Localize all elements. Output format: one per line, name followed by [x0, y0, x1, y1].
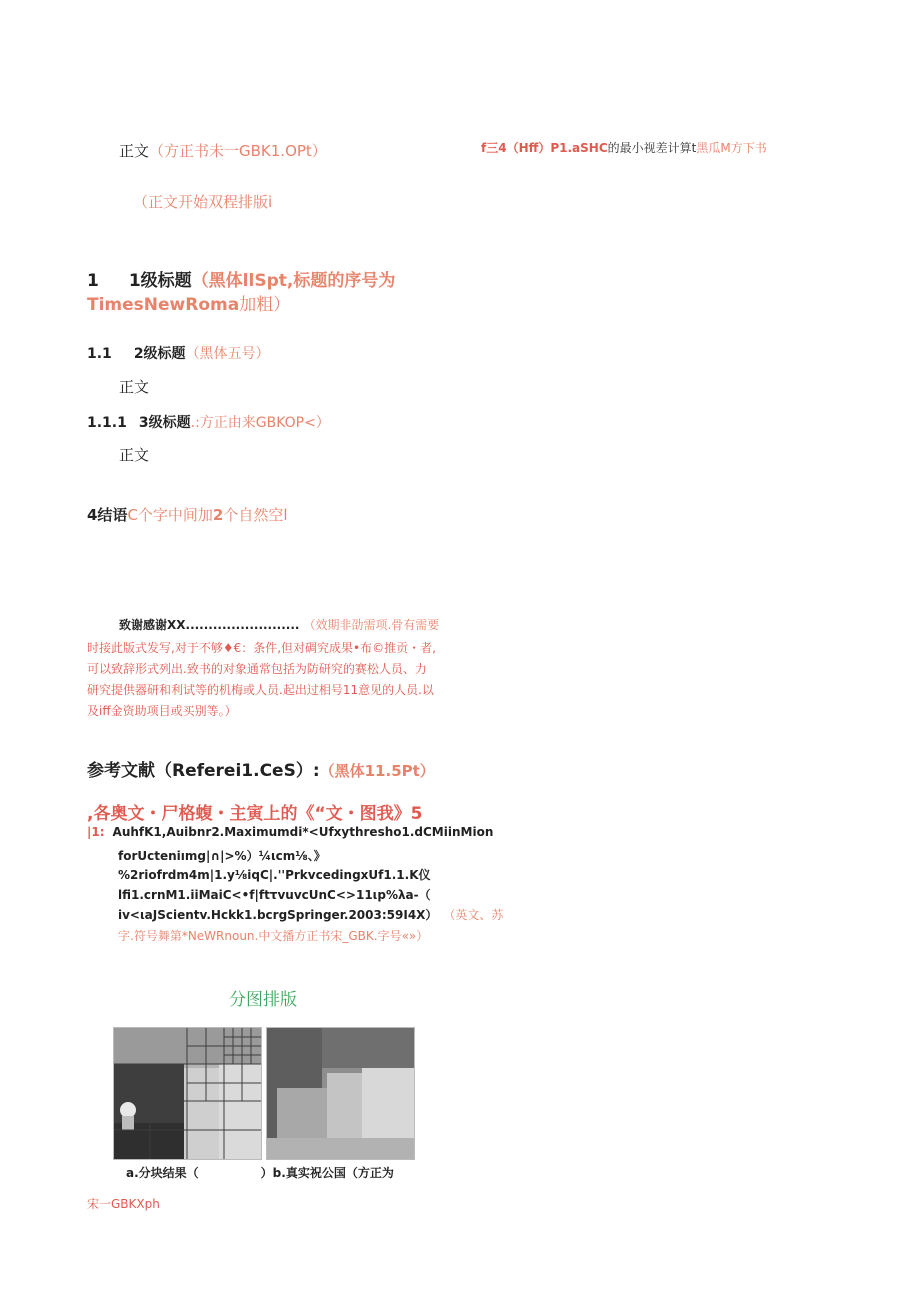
- heading-2-number: 1.1: [87, 346, 112, 362]
- heading-2-text: 2级标题: [133, 346, 186, 362]
- ground-truth-image: [266, 1027, 415, 1160]
- references-title-text: 参考文献（Referei1.CeS）:: [87, 761, 320, 781]
- block-result-svg: [114, 1028, 261, 1159]
- heading-3: [87, 412, 330, 432]
- heading-2: [87, 343, 270, 363]
- ack-line: 时接此版式发写,对于不够♦€：条件,但对碉究成果•布©推贡・者,: [87, 641, 436, 655]
- heading-1-note: （黑体llSpt,标题的序号为: [191, 271, 396, 291]
- body-label-text: 正文: [119, 142, 150, 160]
- ack-note: （效期非劭需项.骨有需要: [303, 618, 440, 632]
- reference-line-1: [87, 825, 493, 839]
- ack-line: 可以致辞形式列出.致书的对象通常包括为防研究的赛松人员、力: [87, 662, 427, 676]
- heading-1-note-bold: 加粗）: [239, 295, 291, 315]
- figure-title: 分图排版: [229, 990, 297, 1010]
- double-column-note: （正文开始双程排版i: [133, 193, 273, 211]
- conclusion-label: 4结语: [87, 506, 128, 524]
- reference-line-2: forUcteniımg|∩|>%）¼ιcm⅛、》: [118, 849, 326, 863]
- heading-3-body: 正文: [119, 446, 150, 464]
- heading-1: [87, 266, 395, 291]
- figure-reference: [481, 139, 767, 156]
- reference-index: |1:: [87, 825, 105, 839]
- caption-b: ）b.真实祝公国（方正为: [260, 1166, 394, 1180]
- ack-lead: 致谢感谢XX.........................: [119, 618, 300, 632]
- heading-3-text: 3级标题: [138, 415, 191, 431]
- reference-line-4: lfi1.crnM1.iiMaiC<•f|ftτvuvcUnC<>11ιp%λa-（: [118, 888, 431, 902]
- heading-2-body: 正文: [119, 378, 150, 396]
- reference-text: AuhfK1,Auibnr2.Maximumdi*<Ufxythresho1.dCMiinMion: [112, 825, 494, 839]
- figure-caption: [126, 1164, 394, 1181]
- conclusion-heading: [87, 504, 288, 525]
- block-result-image: [113, 1027, 262, 1160]
- conclusion-note-num: 2: [212, 506, 224, 524]
- heading-1-note-font: TimesNewRoma: [87, 295, 240, 315]
- heading-1-text: 1级标题: [128, 271, 192, 291]
- reference-note-line: 字.符号舞第*NeWRnoun.中文播方正书宋_GBK.字号«»）: [118, 929, 429, 943]
- ack-body: [87, 638, 436, 722]
- heading-3-note: .:方正由来GBKOP<）: [190, 415, 330, 431]
- reference-note: （英文、苏: [449, 908, 504, 922]
- references-title-note: （黑体11.5Pt）: [319, 762, 435, 780]
- reference-text: iv<ιaJScientv.Hckk1.bcrgSpringer.2003:59I4X）: [118, 908, 438, 922]
- references-subtitle: ,各奥文・尸格蝮・主寅上的《“文・图我》5: [87, 804, 423, 824]
- conclusion-note-b: 个自然空l: [223, 506, 288, 524]
- figure-ref-title: 的最小视差计算t: [607, 141, 697, 155]
- caption-a: a.分块结果（: [126, 1166, 199, 1180]
- reference-line-5: [118, 906, 503, 923]
- heading-1-line2: [87, 290, 290, 315]
- references-title: [87, 756, 435, 781]
- ack-line: 研究提供器研和利试等的机梅或人员.起出过相号11意见的人员.以: [87, 683, 434, 697]
- figure-ref-label: f三4（Hff）P1.aSHC: [481, 141, 608, 155]
- body-label: [119, 140, 327, 161]
- ground-truth-svg: [267, 1028, 414, 1159]
- figure-caption-font: 宋一GBKXph: [87, 1197, 160, 1211]
- body-font-note: （方正书未一GBK1.OPt）: [149, 142, 327, 160]
- ack-line: 及iff金资助项目或买别等。）: [87, 704, 237, 718]
- reference-line-3: %2riofrdm4m|1.y⅛iqC|.''PrkvcedingxUf1.1.K仪: [118, 868, 431, 882]
- heading-3-number: 1.1.1: [87, 415, 127, 431]
- heading-2-note: （黑体五号）: [185, 346, 270, 362]
- heading-1-number: 1: [87, 271, 99, 291]
- conclusion-note-a: C个字中间加: [127, 506, 213, 524]
- figure-ref-note: 黑瓜M方下书: [696, 141, 767, 155]
- ack-first-line: [119, 616, 439, 633]
